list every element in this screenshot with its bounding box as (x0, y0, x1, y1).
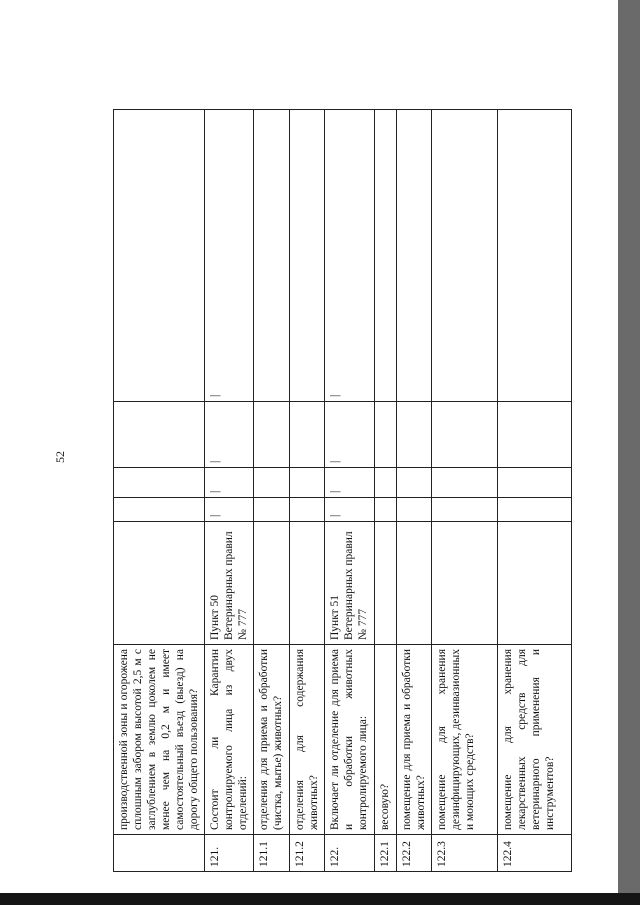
table-row (432, 110, 498, 872)
row-number (114, 835, 205, 872)
answer-cell-a (397, 498, 432, 522)
answer-cell-b (254, 468, 290, 498)
table-row (397, 110, 432, 872)
row-number: 121. (205, 835, 254, 872)
question-cell: Включает ли отделение для приема и обработки животных контролируемого лица: (325, 645, 375, 835)
table-row (205, 110, 254, 872)
scan-border-bottom (0, 893, 640, 905)
question-cell: помещение для хранения лекарственных средств для ветеринарного применения и инструментов? (498, 645, 572, 835)
table-row (290, 110, 325, 872)
reference-cell (114, 522, 205, 645)
reference-cell (432, 522, 498, 645)
answer-cell-a: | (205, 498, 254, 522)
answer-cell-c (254, 402, 290, 468)
answer-cell-a (290, 498, 325, 522)
reference-cell (397, 522, 432, 645)
scan-border-right (618, 0, 640, 905)
question-cell: помещение для хранения дезинфицирующих, дезинвазионных и моющих средств? (432, 645, 498, 835)
question-cell: помещение для приема и обработки животных? (397, 645, 432, 835)
answer-cell-d (375, 110, 397, 402)
table-row (375, 110, 397, 872)
row-number: 121.2 (290, 835, 325, 872)
answer-cell-d (254, 110, 290, 402)
row-number: 122. (325, 835, 375, 872)
question-cell: весовую? (375, 645, 397, 835)
question-cell: Состоит ли Карантин контролируемого лица из двух отделений: (205, 645, 254, 835)
answer-cell-c: | (325, 402, 375, 468)
answer-cell-d: | (325, 110, 375, 402)
row-number: 122.4 (498, 835, 572, 872)
answer-cell-b: | (205, 468, 254, 498)
answer-cell-c (498, 402, 572, 468)
answer-cell-b (290, 468, 325, 498)
answer-cell-b (114, 468, 205, 498)
row-number: 122.2 (397, 835, 432, 872)
answer-cell-d: | (205, 110, 254, 402)
reference-cell (290, 522, 325, 645)
reference-cell: Пункт 50 Ветеринарных правил № 777 (205, 522, 254, 645)
answer-cell-a (375, 498, 397, 522)
answer-cell-a (254, 498, 290, 522)
reference-cell (254, 522, 290, 645)
row-number: 121.1 (254, 835, 290, 872)
answer-cell-c (432, 402, 498, 468)
answer-cell-b (432, 468, 498, 498)
answer-cell-c (375, 402, 397, 468)
answer-cell-a: | (325, 498, 375, 522)
question-cell: отделения для приема и обработки (чистка, мытье) животных? (254, 645, 290, 835)
table-row (498, 110, 572, 872)
answer-cell-c: | (205, 402, 254, 468)
answer-cell-a (498, 498, 572, 522)
checklist-table-frame (113, 110, 565, 872)
answer-cell-b: | (325, 468, 375, 498)
answer-cell-d (432, 110, 498, 402)
reference-cell (498, 522, 572, 645)
page-number: 52 (53, 451, 67, 463)
reference-cell (375, 522, 397, 645)
answer-cell-a (114, 498, 205, 522)
answer-cell-b (397, 468, 432, 498)
reference-cell: Пункт 51 Ветеринарных правил № 777 (325, 522, 375, 645)
answer-cell-d (290, 110, 325, 402)
table-row (325, 110, 375, 872)
answer-cell-b (498, 468, 572, 498)
answer-cell-c (290, 402, 325, 468)
checklist-table (113, 109, 572, 872)
question-cell: отделения для содержания животных? (290, 645, 325, 835)
answer-cell-d (397, 110, 432, 402)
answer-cell-b (375, 468, 397, 498)
question-cell: производственной зоны и огорожена сплошным забором высотой 2,5 м с заглублением в землю цоколем не менее чем на 0,2 м и имеет самостоятельный въезд (выезд) на дорогу общего пользования? (114, 645, 205, 835)
answer-cell-a (432, 498, 498, 522)
row-number: 122.3 (432, 835, 498, 872)
answer-cell-c (397, 402, 432, 468)
answer-cell-d (114, 110, 205, 402)
answer-cell-c (114, 402, 205, 468)
answer-cell-d (498, 110, 572, 402)
table-row (114, 110, 205, 872)
table-row (254, 110, 290, 872)
row-number: 122.1 (375, 835, 397, 872)
